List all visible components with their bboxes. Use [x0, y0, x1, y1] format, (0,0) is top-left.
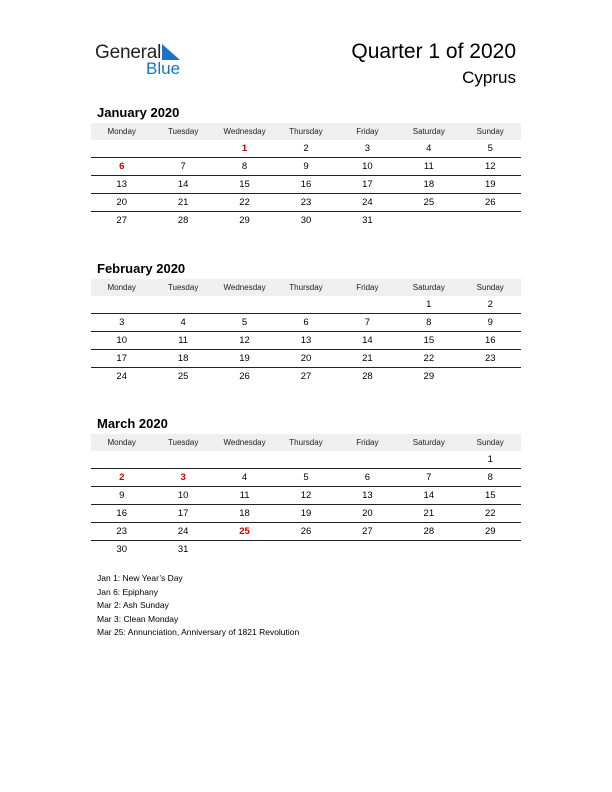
day-cell: 12 — [239, 335, 250, 346]
month-march — [91, 414, 521, 558]
empty-day-cell — [214, 296, 275, 313]
day-cell: 26 — [239, 371, 250, 382]
day-cell: 11 — [423, 161, 434, 172]
day-cell: 19 — [239, 353, 250, 364]
empty-day-cell — [91, 140, 152, 157]
weekday-label: Thursday — [289, 438, 323, 447]
weekday-header — [91, 123, 521, 140]
day-cell: 7 — [364, 317, 371, 328]
day-cell: 4 — [180, 317, 186, 328]
day-cell: 20 — [362, 508, 373, 519]
day-cell: 3 — [364, 143, 371, 154]
day-cell: 20 — [116, 197, 127, 208]
weekday-label: Wednesday — [223, 438, 266, 447]
day-cell: 21 — [423, 508, 435, 519]
day-cell: 8 — [426, 317, 432, 328]
day-cell: 26 — [484, 197, 496, 208]
holiday-day-cell: 25 — [239, 526, 250, 537]
day-cell: 8 — [487, 472, 493, 483]
day-cell: 31 — [362, 215, 373, 226]
day-cell: 3 — [119, 317, 125, 328]
day-cell: 14 — [362, 335, 373, 346]
day-cell: 18 — [423, 179, 435, 190]
week-row — [91, 451, 521, 469]
empty-day-cell — [275, 451, 336, 468]
day-cell: 9 — [119, 490, 125, 501]
day-cell: 20 — [300, 353, 312, 364]
holiday-notes — [97, 572, 299, 640]
day-cell: 21 — [177, 197, 189, 208]
day-cell: 27 — [116, 215, 127, 226]
empty-day-cell — [91, 296, 152, 313]
logo-triangle-icon — [162, 44, 180, 60]
empty-day-cell — [398, 212, 459, 229]
day-cell: 19 — [300, 508, 312, 519]
empty-day-cell — [460, 368, 521, 385]
empty-day-cell — [91, 451, 152, 468]
day-cell: 16 — [484, 335, 496, 346]
day-cell: 25 — [177, 371, 189, 382]
day-cell: 12 — [484, 161, 496, 172]
weekday-label: Monday — [107, 438, 136, 447]
day-cell: 5 — [241, 317, 248, 328]
day-cell: 1 — [426, 299, 432, 310]
month-january — [91, 103, 521, 229]
day-cell: 28 — [177, 215, 189, 226]
weekday-label: Thursday — [289, 283, 323, 292]
day-cell: 23 — [484, 353, 496, 364]
day-cell: 5 — [303, 472, 309, 483]
week-row — [91, 158, 521, 176]
week-row — [91, 194, 521, 212]
empty-day-cell — [275, 541, 336, 558]
day-cell: 4 — [426, 143, 432, 154]
weekday-label: Sunday — [476, 438, 504, 447]
logo-text-blue: Blue — [146, 59, 181, 78]
month-february — [91, 259, 521, 385]
day-cell: 16 — [116, 508, 127, 519]
weekday-label: Monday — [107, 283, 136, 292]
day-cell: 15 — [239, 179, 250, 190]
weekday-label: Saturday — [412, 283, 445, 292]
day-cell: 15 — [484, 490, 496, 501]
week-row — [91, 469, 521, 487]
day-cell: 10 — [362, 161, 373, 172]
day-cell: 16 — [300, 179, 312, 190]
day-cell: 23 — [300, 197, 312, 208]
day-cell: 4 — [241, 472, 248, 483]
holiday-note: Jan 1: New Year’s Day — [97, 573, 183, 583]
weekday-label: Tuesday — [167, 283, 199, 292]
day-cell: 10 — [177, 490, 189, 501]
day-cell: 11 — [239, 490, 250, 501]
weekday-label: Tuesday — [167, 438, 199, 447]
weekday-label: Friday — [356, 127, 379, 136]
weekday-label: Sunday — [476, 283, 504, 292]
day-cell: 24 — [177, 526, 189, 537]
week-row — [91, 350, 521, 368]
week-row — [91, 541, 521, 558]
week-row — [91, 368, 521, 385]
day-cell: 13 — [362, 490, 373, 501]
week-row — [91, 296, 521, 314]
day-cell: 23 — [116, 526, 127, 537]
day-cell: 2 — [303, 143, 309, 154]
week-row — [91, 505, 521, 523]
day-cell: 11 — [178, 335, 189, 346]
day-cell: 6 — [364, 472, 371, 483]
day-cell: 13 — [300, 335, 312, 346]
week-row — [91, 140, 521, 158]
holiday-day-cell: 6 — [119, 161, 125, 172]
empty-day-cell — [460, 541, 521, 558]
empty-day-cell — [275, 296, 336, 313]
day-cell: 12 — [300, 490, 312, 501]
holiday-day-cell: 1 — [241, 143, 248, 154]
day-cell: 10 — [116, 335, 127, 346]
day-cell: 22 — [239, 197, 250, 208]
day-cell: 24 — [116, 371, 127, 382]
weekday-label: Wednesday — [223, 127, 266, 136]
empty-day-cell — [337, 451, 398, 468]
month-title: January 2020 — [97, 105, 180, 120]
week-row — [91, 332, 521, 350]
weekday-label: Saturday — [412, 438, 445, 447]
day-cell: 25 — [423, 197, 435, 208]
weekday-label: Tuesday — [167, 127, 199, 136]
day-cell: 17 — [362, 179, 373, 190]
day-cell: 18 — [177, 353, 189, 364]
empty-day-cell — [214, 541, 275, 558]
day-cell: 22 — [484, 508, 496, 519]
week-row — [91, 314, 521, 332]
day-cell: 6 — [303, 317, 309, 328]
weekday-label: Thursday — [289, 127, 323, 136]
day-cell: 8 — [241, 161, 248, 172]
holiday-note: Mar 2: Ash Sunday — [97, 600, 169, 610]
month-title: March 2020 — [97, 416, 168, 431]
weekday-header — [91, 279, 521, 296]
day-cell: 26 — [300, 526, 312, 537]
holiday-day-cell: 3 — [180, 472, 186, 483]
day-cell: 27 — [362, 526, 373, 537]
weekday-label: Friday — [356, 438, 379, 447]
weekday-label: Wednesday — [223, 283, 266, 292]
day-cell: 29 — [484, 526, 496, 537]
holiday-note: Mar 3: Clean Monday — [97, 613, 179, 624]
day-cell: 5 — [487, 143, 493, 154]
week-row — [91, 487, 521, 505]
empty-day-cell — [337, 296, 398, 313]
empty-day-cell — [460, 212, 521, 229]
page-subtitle: Cyprus — [462, 68, 516, 87]
day-cell: 1 — [487, 454, 493, 465]
logo — [95, 42, 195, 82]
holiday-note: Jan 6: Epiphany — [97, 586, 158, 597]
day-cell: 2 — [487, 299, 493, 310]
month-title: February 2020 — [97, 261, 186, 276]
day-cell: 30 — [300, 215, 312, 226]
day-cell: 13 — [116, 179, 127, 190]
empty-day-cell — [152, 296, 213, 313]
day-cell: 29 — [239, 215, 250, 226]
day-cell: 14 — [423, 490, 435, 501]
page-title: Quarter 1 of 2020 — [351, 40, 516, 63]
empty-day-cell — [398, 541, 459, 558]
empty-day-cell — [152, 140, 213, 157]
day-cell: 22 — [423, 353, 435, 364]
empty-day-cell — [152, 451, 213, 468]
day-cell: 18 — [239, 508, 250, 519]
day-cell: 19 — [484, 179, 496, 190]
weekday-label: Saturday — [412, 127, 445, 136]
week-row — [91, 212, 521, 229]
weekday-label: Friday — [356, 283, 379, 292]
week-row — [91, 176, 521, 194]
day-cell: 21 — [362, 353, 373, 364]
weekday-label: Sunday — [476, 127, 504, 136]
day-cell: 31 — [177, 544, 189, 555]
week-row — [91, 523, 521, 541]
day-cell: 14 — [177, 179, 189, 190]
day-cell: 28 — [362, 371, 373, 382]
holiday-day-cell: 2 — [119, 472, 125, 483]
day-cell: 7 — [426, 472, 432, 483]
day-cell: 24 — [362, 197, 373, 208]
empty-day-cell — [398, 451, 459, 468]
day-cell: 15 — [423, 335, 435, 346]
weekday-header — [91, 434, 521, 451]
day-cell: 29 — [423, 371, 435, 382]
day-cell: 9 — [303, 161, 309, 172]
day-cell: 7 — [180, 161, 186, 172]
day-cell: 30 — [116, 544, 127, 555]
empty-day-cell — [214, 451, 275, 468]
day-cell: 27 — [300, 371, 312, 382]
day-cell: 9 — [487, 317, 493, 328]
day-cell: 17 — [177, 508, 189, 519]
holiday-note: Mar 25: Annunciation, Anniversary of 1821 Revolution — [97, 627, 300, 637]
weekday-label: Monday — [107, 127, 136, 136]
day-cell: 17 — [116, 353, 127, 364]
day-cell: 28 — [423, 526, 435, 537]
empty-day-cell — [337, 541, 398, 558]
logo-text-general: General — [95, 42, 162, 63]
